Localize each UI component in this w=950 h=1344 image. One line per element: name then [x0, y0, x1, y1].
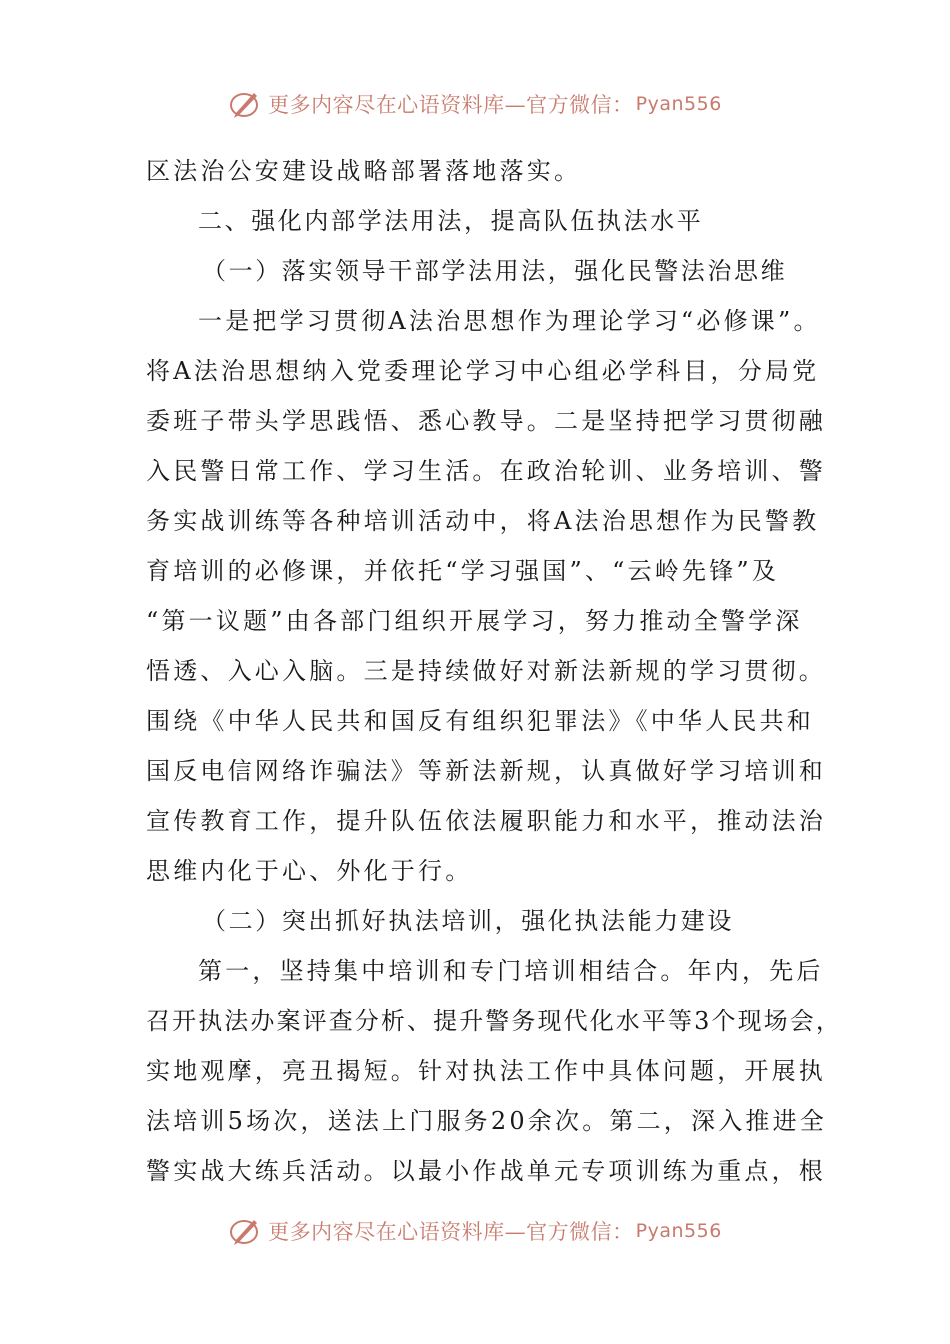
- watermark-wechat-id: Pyan556: [635, 93, 722, 115]
- watermark-text: 更多内容尽在心语资料库—官方微信：: [268, 1220, 634, 1244]
- watermark-wechat-id: Pyan556: [635, 1220, 722, 1242]
- paragraph-line: 入民警日常工作、学习生活。在政治轮训、业务培训、警: [146, 457, 826, 485]
- paragraph-line: 警实战大练兵活动。以最小作战单元专项训练为重点，根: [146, 1157, 826, 1185]
- paragraph-line: 区法治公安建设战略部署落地落实。: [146, 157, 582, 185]
- paragraph-line: 召开执法办案评查分析、提升警务现代化水平等3个现场会，: [146, 1007, 842, 1035]
- paragraph-line: 将A法治思想纳入党委理论学习中心组必学科目，分局党: [146, 357, 820, 385]
- paragraph-line: 育培训的必修课，并依托“学习强国”、“云岭先锋”及: [146, 557, 780, 585]
- section-heading: 二、强化内部学法用法，提高队伍执法水平: [198, 207, 704, 235]
- paragraph-line: 围绕《中华人民共和国反有组织犯罪法》《中华人民共和: [146, 707, 814, 735]
- paragraph-line: 悟透、入心入脑。三是持续做好对新法新规的学习贯彻。: [146, 657, 826, 685]
- watermark-footer: [0, 1211, 950, 1251]
- subsection-heading: （一）落实领导干部学法用法，强化民警法治思维: [202, 257, 788, 285]
- pen-quill-icon: [228, 1214, 262, 1248]
- paragraph-line: 第一，坚持集中培训和专门培训相结合。年内，先后: [198, 957, 824, 985]
- paragraph-line: 思维内化于心、外化于行。: [146, 857, 473, 885]
- paragraph-line: 宣传教育工作，提升队伍依法履职能力和水平，推动法治: [146, 807, 826, 835]
- subsection-heading: （二）突出抓好执法培训，强化执法能力建设: [202, 907, 734, 935]
- document-body: [146, 146, 842, 1196]
- watermark-text: 更多内容尽在心语资料库—官方微信：: [268, 93, 634, 117]
- paragraph-line: 一是把学习贯彻A法治思想作为理论学习“必修课”。: [198, 307, 821, 335]
- paragraph-line: “第一议题”由各部门组织开展学习，努力推动全警学深: [146, 607, 803, 635]
- pen-quill-icon: [228, 87, 262, 121]
- paragraph-line: 国反电信网络诈骗法》等新法新规，认真做好学习培训和: [146, 757, 826, 785]
- paragraph-line: 法培训5场次，送法上门服务20余次。第二，深入推进全: [146, 1107, 828, 1135]
- watermark-header: [0, 84, 950, 124]
- paragraph-line: 委班子带头学思践悟、悉心教导。二是坚持把学习贯彻融: [146, 407, 826, 435]
- paragraph-line: 务实战训练等各种培训活动中，将A法治思想作为民警教: [146, 507, 820, 535]
- paragraph-line: 实地观摩，亮丑揭短。针对执法工作中具体问题，开展执: [146, 1057, 826, 1085]
